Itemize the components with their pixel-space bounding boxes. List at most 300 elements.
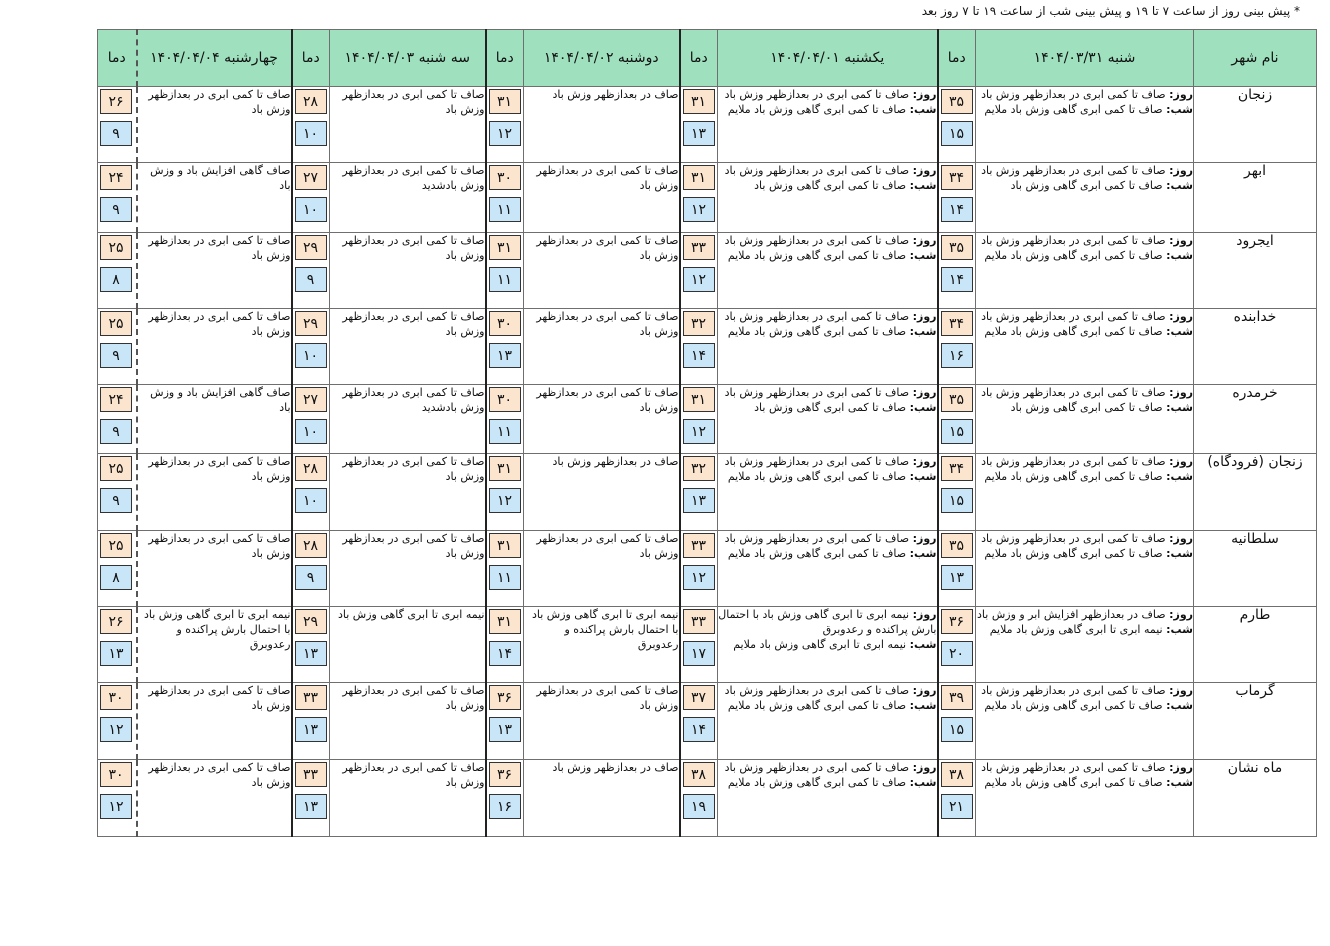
min-temp: ۱۲ <box>683 419 715 444</box>
max-temp: ۲۸ <box>295 89 327 114</box>
day-forecast-text: صاف تا کمی ابری در بعدازظهر وزش باد <box>724 233 910 247</box>
temp-cell <box>292 530 330 606</box>
day-forecast-text: صاف تا کمی ابری در بعدازظهر وزش باد <box>724 455 910 469</box>
max-temp: ۲۵ <box>100 235 132 260</box>
min-temp: ۱۴ <box>941 197 973 222</box>
night-forecast <box>718 698 937 713</box>
night-forecast <box>718 102 937 117</box>
table-row <box>98 454 1317 530</box>
min-temp: ۹ <box>295 267 327 292</box>
forecast-description <box>137 530 292 606</box>
temp-cell <box>680 87 718 163</box>
night-forecast-text: صاف تا کمی ابری گاهی وزش باد ملایم <box>984 248 1163 262</box>
forecast-note: * پیش بینی روز از ساعت ۷ تا ۱۹ و پیش بینی شب از ساعت ۱۹ تا ۷ روز بعد <box>921 4 1300 18</box>
day-forecast <box>718 163 937 178</box>
header-row <box>98 30 1317 87</box>
min-temp: ۱۰ <box>295 419 327 444</box>
forecast-description <box>976 232 1194 308</box>
night-label: شب: <box>909 179 937 193</box>
night-forecast-text: صاف تا کمی ابری گاهی وزش باد ملایم <box>727 324 907 338</box>
forecast-text: صاف تا کمی ابری در بعدازظهر وزش باد <box>342 309 485 338</box>
day-forecast-text: صاف تا کمی ابری در بعدازظهر وزش باد <box>981 309 1166 323</box>
table-row <box>98 232 1317 308</box>
max-temp: ۲۵ <box>100 456 132 481</box>
max-temp: ۲۸ <box>295 456 327 481</box>
night-label: شب: <box>909 248 937 262</box>
day-forecast-text: صاف تا کمی ابری در بعدازظهر وزش باد <box>981 455 1166 469</box>
temp-cell <box>486 454 524 530</box>
min-temp: ۹ <box>295 565 327 590</box>
forecast-description <box>524 607 680 683</box>
forecast-description <box>976 163 1194 232</box>
night-label: شب: <box>909 775 937 789</box>
forecast-text: صاف تا کمی ابری در بعدازظهر وزش باد <box>536 531 679 560</box>
forecast-description <box>524 454 680 530</box>
max-temp: ۲۹ <box>295 235 327 260</box>
max-temp: ۳۸ <box>683 762 715 787</box>
temp-cell <box>938 683 976 759</box>
temp-cell <box>486 163 524 232</box>
min-temp: ۱۷ <box>683 641 715 666</box>
temp-cell <box>292 759 330 836</box>
forecast-description <box>330 530 486 606</box>
forecast-text: صاف تا کمی ابری در بعدازظهر وزش باد <box>536 309 679 338</box>
day-label: روز: <box>1169 309 1193 323</box>
temp-cell <box>292 607 330 683</box>
min-temp: ۹ <box>100 488 132 513</box>
forecast-text: صاف تا کمی ابری در بعدازظهر وزش باد <box>148 309 291 338</box>
forecast-text: صاف تا کمی ابری در بعدازظهر وزش بادشدید <box>342 386 485 415</box>
max-temp: ۲۶ <box>100 609 132 634</box>
max-temp: ۳۱ <box>489 609 521 634</box>
day-label: روز: <box>912 684 937 698</box>
forecast-description <box>137 163 292 232</box>
night-forecast-text: صاف تا کمی ابری گاهی وزش باد <box>754 401 907 415</box>
day-label: روز: <box>912 531 937 545</box>
forecast-description <box>718 683 938 759</box>
night-forecast <box>718 637 937 652</box>
city-name: ماه نشان <box>1194 759 1317 836</box>
temp-cell <box>98 454 137 530</box>
temp-cell <box>292 454 330 530</box>
forecast-description <box>976 308 1194 384</box>
night-forecast-text: صاف تا کمی ابری گاهی وزش باد ملایم <box>984 699 1163 713</box>
forecast-description <box>137 607 292 683</box>
min-temp: ۱۵ <box>941 121 973 146</box>
temp-cell <box>98 87 137 163</box>
table-row <box>98 87 1317 163</box>
min-temp: ۱۱ <box>489 419 521 444</box>
forecast-description <box>524 530 680 606</box>
min-temp: ۱۰ <box>295 197 327 222</box>
forecast-description <box>137 759 292 836</box>
day-label: روز: <box>912 608 937 622</box>
night-label: شب: <box>1166 401 1193 415</box>
night-label: شب: <box>1166 324 1193 338</box>
temp-cell <box>292 308 330 384</box>
forecast-text: صاف تا کمی ابری در بعدازظهر وزش باد <box>148 531 291 560</box>
forecast-description <box>524 232 680 308</box>
city-name: طارم <box>1194 607 1317 683</box>
forecast-description <box>137 232 292 308</box>
night-label: شب: <box>909 546 937 560</box>
max-temp: ۳۰ <box>489 311 521 336</box>
forecast-text: صاف تا کمی ابری در بعدازظهر وزش باد <box>342 760 485 789</box>
day-forecast <box>718 385 937 400</box>
max-temp: ۳۵ <box>941 387 973 412</box>
min-temp: ۹ <box>100 343 132 368</box>
day-forecast-text: صاف تا کمی ابری در بعدازظهر وزش باد <box>724 309 910 323</box>
header-day-1: شنبه ۱۴۰۴/۰۳/۳۱ <box>976 30 1194 87</box>
night-label: شب: <box>1166 248 1193 262</box>
day-label: روز: <box>1169 531 1193 545</box>
min-temp: ۱۰ <box>295 488 327 513</box>
table-row <box>98 759 1317 836</box>
forecast-description <box>976 530 1194 606</box>
temp-cell <box>680 530 718 606</box>
temp-cell <box>486 759 524 836</box>
day-label: روز: <box>1169 386 1193 400</box>
day-forecast <box>718 760 937 775</box>
day-forecast <box>976 454 1193 469</box>
day-forecast-text: صاف تا کمی ابری در بعدازظهر وزش باد <box>724 760 910 774</box>
forecast-description <box>718 385 938 454</box>
forecast-text: صاف تا کمی ابری در بعدازظهر وزش باد <box>536 233 679 262</box>
day-label: روز: <box>1169 233 1193 247</box>
header-temp-1: دما <box>938 30 976 87</box>
min-temp: ۱۶ <box>941 343 973 368</box>
forecast-text: صاف تا کمی ابری در بعدازظهر وزش بادشدید <box>342 164 485 193</box>
forecast-text: نیمه ابری تا ابری گاهی وزش باد <box>337 608 485 622</box>
night-forecast <box>976 698 1193 713</box>
max-temp: ۳۶ <box>489 762 521 787</box>
city-name: ایجرود <box>1194 232 1317 308</box>
max-temp: ۳۰ <box>100 762 132 787</box>
max-temp: ۳۵ <box>941 533 973 558</box>
night-forecast <box>976 178 1193 193</box>
day-label: روز: <box>912 88 937 101</box>
max-temp: ۳۷ <box>683 685 715 710</box>
forecast-description <box>976 454 1194 530</box>
day-forecast <box>976 87 1193 102</box>
day-label: روز: <box>912 386 937 400</box>
day-forecast-text: صاف تا کمی ابری در بعدازظهر وزش باد <box>981 386 1166 400</box>
day-label: روز: <box>912 760 937 774</box>
night-forecast-text: صاف تا کمی ابری گاهی وزش باد ملایم <box>984 324 1163 338</box>
max-temp: ۳۱ <box>683 165 715 190</box>
day-forecast <box>718 454 937 469</box>
night-forecast-text: صاف تا کمی ابری گاهی وزش باد ملایم <box>984 775 1163 789</box>
temp-cell <box>292 163 330 232</box>
max-temp: ۲۶ <box>100 89 132 114</box>
night-label: شب: <box>1166 775 1193 789</box>
min-temp: ۱۳ <box>683 121 715 146</box>
min-temp: ۱۹ <box>683 794 715 819</box>
night-forecast-text: صاف تا کمی ابری گاهی وزش باد ملایم <box>727 103 907 116</box>
temp-cell <box>98 308 137 384</box>
day-forecast <box>976 760 1193 775</box>
temp-cell <box>292 232 330 308</box>
temp-cell <box>98 607 137 683</box>
forecast-text: صاف در بعدازظهر وزش باد <box>552 760 679 774</box>
min-temp: ۱۳ <box>100 641 132 666</box>
city-name: سلطانیه <box>1194 530 1317 606</box>
forecast-description <box>718 454 938 530</box>
forecast-description <box>330 683 486 759</box>
forecast-text: صاف تا کمی ابری در بعدازظهر وزش باد <box>148 233 291 262</box>
city-name: ابهر <box>1194 163 1317 232</box>
day-forecast-text: نیمه ابری تا ابری گاهی وزش باد با احتمال بارش پراکنده و رعدوبرق <box>718 608 937 637</box>
day-forecast <box>976 233 1193 248</box>
min-temp: ۱۳ <box>295 717 327 742</box>
night-label: شب: <box>1166 699 1193 713</box>
min-temp: ۸ <box>100 565 132 590</box>
city-name: زنجان <box>1194 87 1317 163</box>
forecast-text: صاف تا کمی ابری در بعدازظهر وزش باد <box>148 760 291 789</box>
city-name: خدابنده <box>1194 308 1317 384</box>
min-temp: ۱۱ <box>489 267 521 292</box>
forecast-description <box>330 87 486 163</box>
min-temp: ۹ <box>100 121 132 146</box>
night-forecast-text: صاف تا کمی ابری گاهی وزش باد ملایم <box>727 470 907 484</box>
night-label: شب: <box>1166 103 1193 116</box>
max-temp: ۳۰ <box>100 685 132 710</box>
night-forecast <box>976 324 1193 339</box>
forecast-description <box>718 87 938 163</box>
night-label: شب: <box>1166 179 1193 193</box>
day-forecast-text: صاف تا کمی ابری در بعدازظهر وزش باد <box>981 531 1166 545</box>
forecast-text: نیمه ابری تا ابری گاهی وزش باد با احتمال بارش پراکنده و رعدوبرق <box>531 608 679 652</box>
min-temp: ۱۲ <box>489 121 521 146</box>
temp-cell <box>98 385 137 454</box>
max-temp: ۲۷ <box>295 387 327 412</box>
temp-cell <box>680 683 718 759</box>
min-temp: ۱۳ <box>683 488 715 513</box>
max-temp: ۲۴ <box>100 387 132 412</box>
max-temp: ۳۲ <box>683 456 715 481</box>
night-label: شب: <box>1166 470 1193 484</box>
max-temp: ۳۴ <box>941 311 973 336</box>
forecast-description <box>718 232 938 308</box>
night-forecast-text: صاف تا کمی ابری گاهی وزش باد ملایم <box>727 775 907 789</box>
min-temp: ۱۱ <box>489 565 521 590</box>
min-temp: ۱۴ <box>489 641 521 666</box>
day-forecast <box>718 683 937 698</box>
max-temp: ۳۱ <box>489 456 521 481</box>
night-label: شب: <box>1166 623 1193 637</box>
min-temp: ۹ <box>100 197 132 222</box>
forecast-text: صاف تا کمی ابری در بعدازظهر وزش باد <box>342 455 485 484</box>
min-temp: ۱۲ <box>100 794 132 819</box>
min-temp: ۱۳ <box>489 717 521 742</box>
min-temp: ۸ <box>100 267 132 292</box>
max-temp: ۲۵ <box>100 533 132 558</box>
day-forecast-text: صاف تا کمی ابری در بعدازظهر وزش باد <box>981 164 1166 178</box>
min-temp: ۱۲ <box>683 267 715 292</box>
max-temp: ۳۹ <box>941 685 973 710</box>
day-forecast <box>976 531 1193 546</box>
min-temp: ۱۲ <box>489 488 521 513</box>
max-temp: ۲۸ <box>295 533 327 558</box>
day-forecast <box>718 309 937 324</box>
forecast-text: صاف تا کمی ابری در بعدازظهر وزش باد <box>536 164 679 193</box>
forecast-text: صاف تا کمی ابری در بعدازظهر وزش باد <box>536 684 679 713</box>
forecast-description <box>718 308 938 384</box>
forecast-description <box>330 308 486 384</box>
day-forecast-text: صاف تا کمی ابری در بعدازظهر وزش باد <box>981 760 1166 774</box>
min-temp: ۱۳ <box>941 565 973 590</box>
max-temp: ۲۹ <box>295 609 327 634</box>
temp-cell <box>292 683 330 759</box>
table-row <box>98 530 1317 606</box>
night-forecast-text: صاف تا کمی ابری گاهی وزش باد ملایم <box>727 248 907 262</box>
forecast-text: صاف تا کمی ابری در بعدازظهر وزش باد <box>536 386 679 415</box>
min-temp: ۱۲ <box>683 565 715 590</box>
day-forecast <box>718 607 937 637</box>
forecast-description <box>524 163 680 232</box>
forecast-description <box>330 759 486 836</box>
forecast-description <box>330 232 486 308</box>
temp-cell <box>680 163 718 232</box>
temp-cell <box>938 454 976 530</box>
forecast-text: صاف تا کمی ابری در بعدازظهر وزش باد <box>342 531 485 560</box>
temp-cell <box>486 87 524 163</box>
forecast-body <box>98 87 1317 837</box>
temp-cell <box>98 163 137 232</box>
temp-cell <box>98 232 137 308</box>
temp-cell <box>680 454 718 530</box>
max-temp: ۳۱ <box>489 235 521 260</box>
temp-cell <box>486 232 524 308</box>
temp-cell <box>938 759 976 836</box>
header-temp-3: دما <box>486 30 524 87</box>
night-label: شب: <box>909 699 937 713</box>
min-temp: ۱۲ <box>100 717 132 742</box>
night-forecast <box>718 400 937 415</box>
forecast-text: صاف در بعدازظهر وزش باد <box>552 88 679 101</box>
forecast-description <box>718 163 938 232</box>
max-temp: ۳۱ <box>683 89 715 114</box>
temp-cell <box>938 163 976 232</box>
table-row <box>98 308 1317 384</box>
min-temp: ۱۴ <box>941 267 973 292</box>
temp-cell <box>938 530 976 606</box>
night-forecast <box>976 546 1193 561</box>
max-temp: ۳۱ <box>489 89 521 114</box>
max-temp: ۳۳ <box>683 235 715 260</box>
max-temp: ۲۷ <box>295 165 327 190</box>
temp-cell <box>938 232 976 308</box>
night-label: شب: <box>909 401 937 415</box>
max-temp: ۳۰ <box>489 387 521 412</box>
max-temp: ۳۴ <box>941 165 973 190</box>
forecast-description <box>137 454 292 530</box>
min-temp: ۱۲ <box>683 197 715 222</box>
max-temp: ۳۰ <box>489 165 521 190</box>
min-temp: ۱۳ <box>489 343 521 368</box>
header-day-3: دوشنبه ۱۴۰۴/۰۴/۰۲ <box>524 30 680 87</box>
table-row <box>98 385 1317 454</box>
forecast-text: صاف تا کمی ابری در بعدازظهر وزش باد <box>148 684 291 713</box>
forecast-description <box>330 454 486 530</box>
day-forecast <box>718 87 937 102</box>
night-forecast <box>976 102 1193 117</box>
min-temp: ۱۶ <box>489 794 521 819</box>
day-label: روز: <box>1169 608 1193 622</box>
night-forecast <box>976 775 1193 790</box>
min-temp: ۲۰ <box>941 641 973 666</box>
night-forecast <box>718 546 937 561</box>
night-forecast-text: صاف تا کمی ابری گاهی وزش باد ملایم <box>727 699 907 713</box>
night-forecast <box>976 622 1193 637</box>
min-temp: ۱۳ <box>295 641 327 666</box>
temp-cell <box>98 683 137 759</box>
max-temp: ۳۶ <box>489 685 521 710</box>
forecast-description <box>976 683 1194 759</box>
max-temp: ۲۹ <box>295 311 327 336</box>
temp-cell <box>486 530 524 606</box>
day-forecast-text: صاف تا کمی ابری در بعدازظهر وزش باد <box>724 88 910 101</box>
forecast-text: نیمه ابری تا ابری گاهی وزش باد با احتمال بارش پراکنده و رعدوبرق <box>143 608 291 652</box>
temp-cell <box>938 607 976 683</box>
city-name: گرماب <box>1194 683 1317 759</box>
min-temp: ۱۰ <box>295 121 327 146</box>
forecast-description <box>330 385 486 454</box>
day-forecast-text: صاف تا کمی ابری در بعدازظهر وزش باد <box>724 531 910 545</box>
min-temp: ۲۱ <box>941 794 973 819</box>
day-forecast-text: صاف تا کمی ابری در بعدازظهر وزش باد <box>981 684 1166 698</box>
day-forecast <box>976 309 1193 324</box>
forecast-description <box>524 385 680 454</box>
max-temp: ۳۳ <box>295 685 327 710</box>
min-temp: ۱۰ <box>295 343 327 368</box>
max-temp: ۳۱ <box>489 533 521 558</box>
forecast-description <box>524 87 680 163</box>
day-forecast-text: صاف تا کمی ابری در بعدازظهر وزش باد <box>981 88 1166 101</box>
day-forecast <box>976 385 1193 400</box>
day-label: روز: <box>1169 455 1193 469</box>
forecast-text: صاف گاهی افزایش باد و وزش باد <box>150 164 291 193</box>
temp-cell <box>680 607 718 683</box>
table-row <box>98 607 1317 683</box>
forecast-text: صاف تا کمی ابری در بعدازظهر وزش باد <box>342 88 485 116</box>
temp-cell <box>486 385 524 454</box>
min-temp: ۱۵ <box>941 717 973 742</box>
forecast-description <box>330 607 486 683</box>
forecast-description <box>137 683 292 759</box>
header-temp-4: دما <box>292 30 330 87</box>
night-label: شب: <box>909 103 937 116</box>
city-name: زنجان (فرودگاه) <box>1194 454 1317 530</box>
temp-cell <box>938 308 976 384</box>
day-label: روز: <box>1169 164 1193 178</box>
forecast-description <box>718 607 938 683</box>
day-forecast <box>718 531 937 546</box>
max-temp: ۳۴ <box>941 456 973 481</box>
table-row <box>98 163 1317 232</box>
max-temp: ۳۳ <box>683 609 715 634</box>
forecast-description <box>137 308 292 384</box>
forecast-text: صاف در بعدازظهر وزش باد <box>552 455 679 469</box>
night-forecast <box>718 469 937 484</box>
day-forecast <box>976 683 1193 698</box>
night-label: شب: <box>909 324 937 338</box>
header-city: نام شهر <box>1194 30 1317 87</box>
max-temp: ۳۵ <box>941 235 973 260</box>
city-name: خرمدره <box>1194 385 1317 454</box>
temp-cell <box>938 87 976 163</box>
night-forecast-text: نیمه ابری تا ابری گاهی وزش باد ملایم <box>989 623 1163 637</box>
